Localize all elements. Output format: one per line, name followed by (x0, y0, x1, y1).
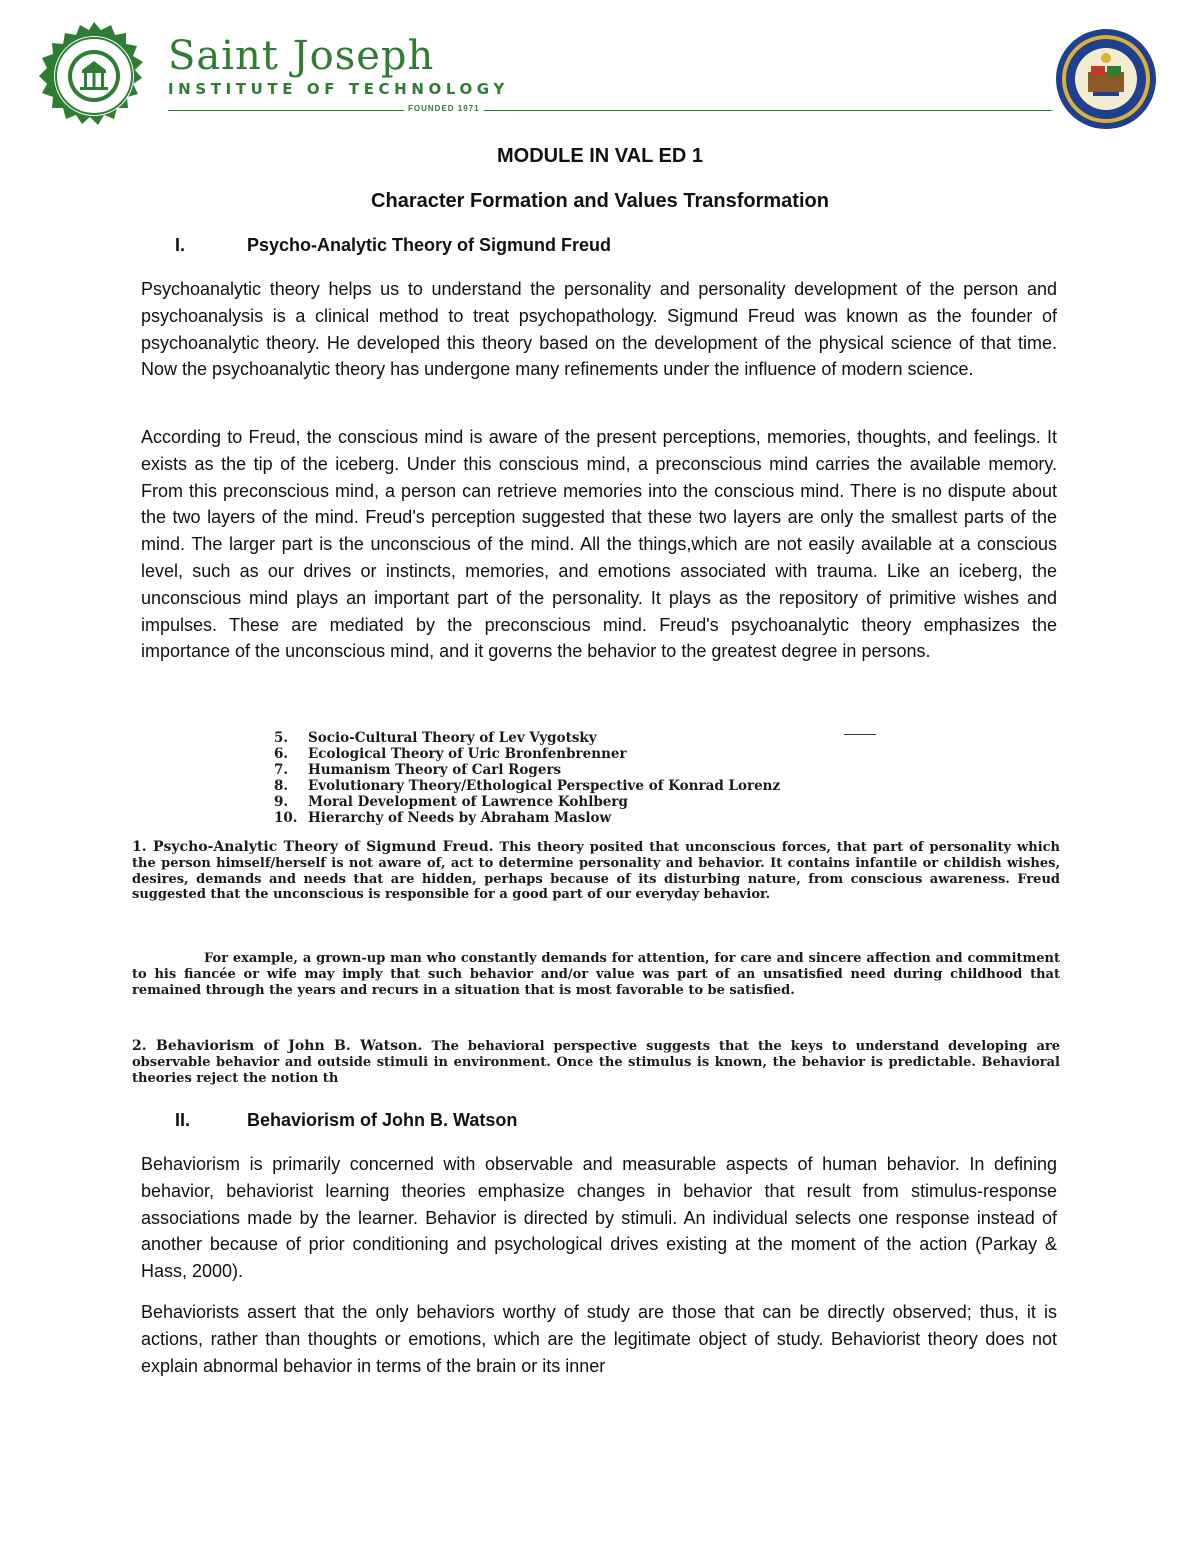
list-item: 9. Moral Development of Lawrence Kohlberg (274, 794, 628, 810)
section-title: Psycho-Analytic Theory of Sigmund Freud (247, 235, 612, 255)
section-number: I. (175, 235, 186, 255)
paragraph: According to Freud, the conscious mind is aware of the present perceptions, memories, thoughts, and feelings. It exists as the tip of the iceberg. Under this conscious mind, a preconscious mind carries the available memory. From this preconscious mind, a person can retrieve memories into the conscious mind. There is no dispute about the two layers of the mind. Freud's perception suggested that these two layers are only the smallest parts of the mind. The larger part is the unconscious of the mind. All the things,which are not easily available at a conscious level, such as our drives or instincts, memories, and emotions associated with trauma. Like an iceberg, the unconscious mind plays an important part of the personality. It plays as the repository of primitive wishes and impulses. These are mediated by the preconscious mind. Freud's psychoanalytic theory emphasizes the importance of the unconscious mind, and it governs the behavior to the greatest degree in persons. (141, 427, 1057, 662)
theory-list (274, 730, 780, 826)
list-item: 6. Ecological Theory of Uric Bronfenbrenner (274, 746, 627, 762)
scan-mark (844, 734, 876, 735)
institution-subtitle: INSTITUTE OF TECHNOLOGY (168, 80, 509, 98)
list-item: 8. Evolutionary Theory/Ethological Perspective of Konrad Lorenz (274, 778, 781, 794)
paragraph: Behaviorism is primarily concerned with observable and measurable aspects of human behavior. In defining behavior, behaviorist learning theories emphasize changes in behavior that result from stimulus-response associations made by the learner. Behavior is directed by stimuli. An individual selects one response instead of another because of prior conditioning and psychological drives existing at the moment of the action (Parkay & Hass, 2000). (141, 1154, 1057, 1282)
section-number: II. (175, 1110, 191, 1130)
page-header (0, 0, 1200, 140)
section-1-heading (175, 235, 611, 256)
section-2-heading (175, 1110, 517, 1131)
section-title: Behaviorism of John B. Watson (247, 1110, 518, 1130)
module-title: MODULE IN VAL ED 1 (497, 145, 703, 167)
paragraph: Behaviorists assert that the only behaviors worthy of study are those that can be directly observed; thus, it is actions, rather than thoughts or emotions, which are the legitimate object of study. Behaviorist theory does not explain abnormal behavior in terms of the brain or its inner (141, 1302, 1057, 1376)
college-seal-icon (1055, 28, 1157, 130)
header-divider (168, 110, 1052, 111)
course-title: Character Formation and Values Transformation (371, 190, 829, 212)
institution-seal-icon (38, 20, 150, 132)
scanned-paragraph: 1. Psycho-Analytic Theory of Sigmund Freud. This theory posited that unconscious forces, that part of personality which the person himself/herself is not aware of, act to determine personality and behavior. It contains infantile or childish wishes, desires, demands and needs that are hidden, perhaps because of its disturbing nature, from conscious awareness. Freud suggested that the unconscious is responsible for a good part of our everyday behavior. (132, 839, 1060, 903)
list-item: 10. Hierarchy of Needs by Abraham Maslow (274, 810, 612, 826)
list-item: 7. Humanism Theory of Carl Rogers (274, 762, 562, 778)
scanned-paragraph: For example, a grown-up man who constantly demands for attention, for care and sincere affection and commitment to his fiancée or wife may imply that such behavior and/or value was part of an unsatisfied need during childhood that remained through the years and recurs in a situation that is most favorable to be satisfied. (132, 951, 1060, 998)
list-item: 5. Socio-Cultural Theory of Lev Vygotsky (274, 730, 597, 746)
scanned-paragraph: 2. Behaviorism of John B. Watson. The behavioral perspective suggests that the keys to understand developing are observable behavior and outside stimuli in environment. Once the stimulus is known, the behavior is predictable. Behavioral theories reject the notion th (132, 1038, 1061, 1086)
institution-brand (168, 33, 1058, 113)
institution-name: Saint Joseph (168, 33, 435, 79)
founded-label: FOUNDED 1971 (404, 104, 484, 113)
paragraph: Psychoanalytic theory helps us to understand the personality and personality development of the person and psychoanalysis is a clinical method to treat psychopathology. Sigmund Freud was known as the founder of psychoanalytic theory. He developed this theory based on the development of the physical science of that time. Now the psychoanalytic theory has undergone many refinements under the influence of modern science. (141, 279, 1057, 380)
scanned-textbook-excerpt (128, 726, 1066, 1086)
